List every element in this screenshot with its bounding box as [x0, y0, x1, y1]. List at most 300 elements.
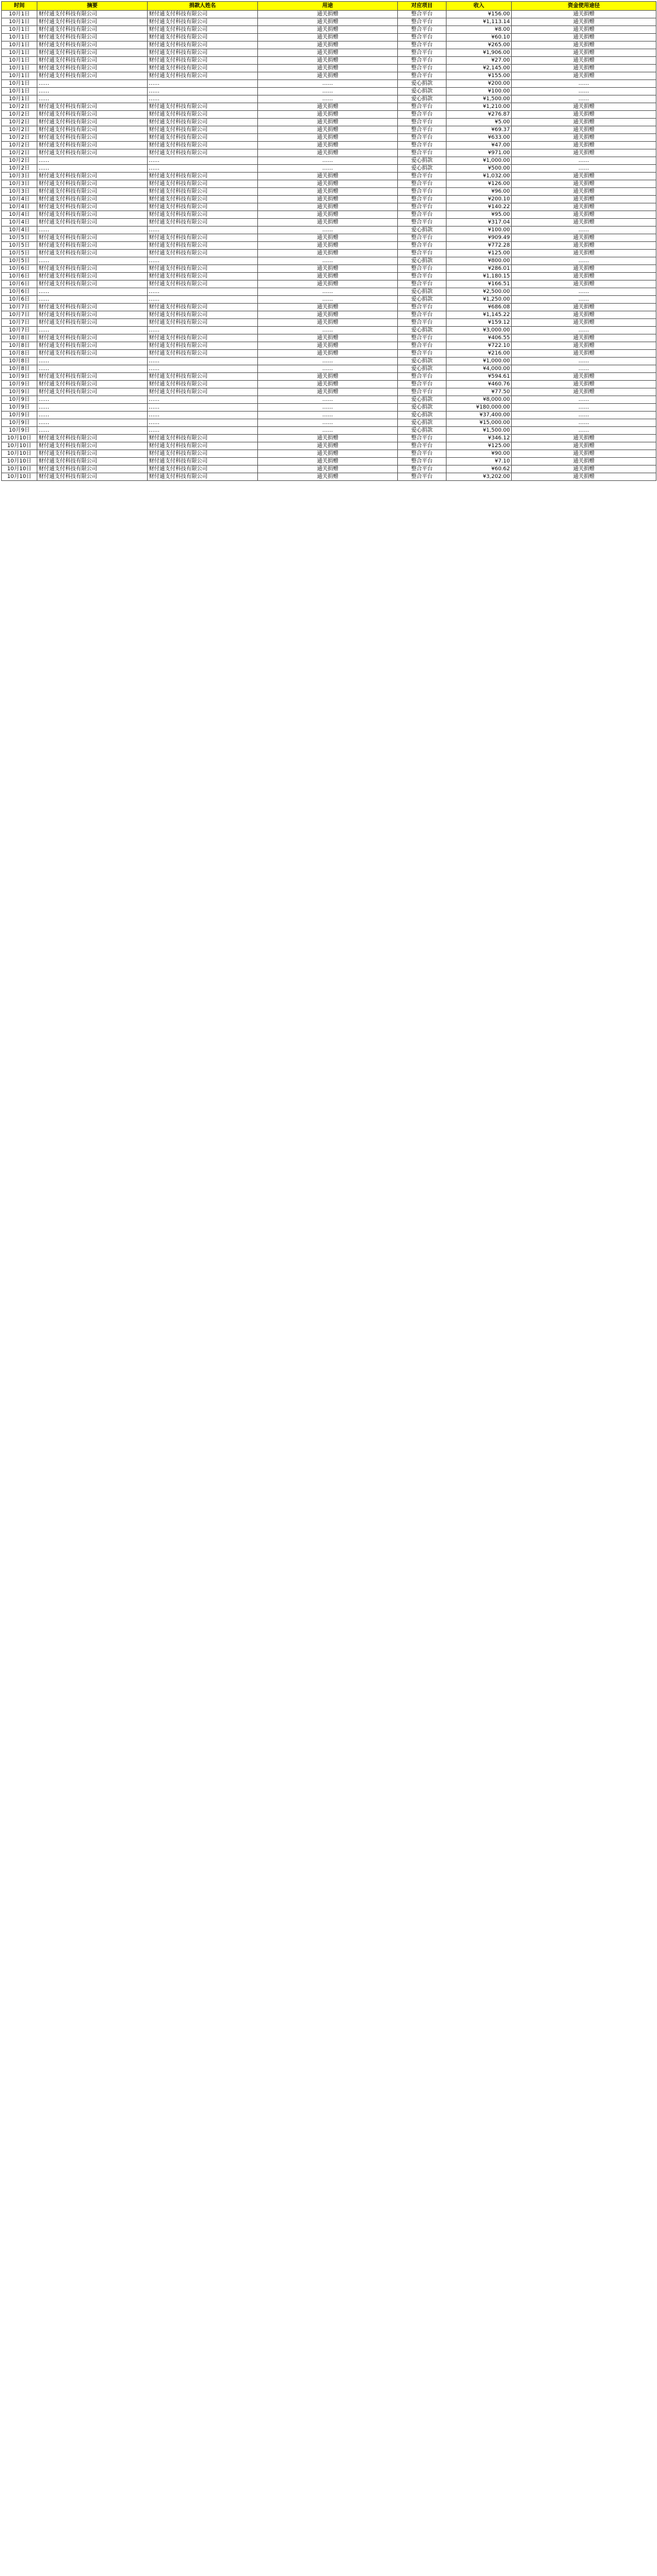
income-cell: ¥60.10 — [446, 34, 512, 42]
summary-cell: 财付通支付科技有限公司 — [37, 373, 148, 381]
project-cell: 整合平台 — [398, 203, 446, 211]
col-header-income: 收入 — [446, 2, 512, 11]
date-cell: 10月2日 — [2, 111, 37, 119]
fund-use-cell: …… — [512, 288, 656, 296]
summary-cell: 财付通支付科技有限公司 — [37, 180, 148, 188]
date-cell: 10月10日 — [2, 466, 37, 473]
project-cell: 整合平台 — [398, 473, 446, 481]
donor-cell: 财付通支付科技有限公司 — [148, 149, 258, 157]
table-row — [2, 126, 656, 134]
fund-use-cell: 通关捐赠 — [512, 442, 656, 450]
income-cell: ¥69.37 — [446, 126, 512, 134]
table-row — [2, 365, 656, 373]
date-cell: 10月9日 — [2, 381, 37, 388]
income-cell: ¥27.00 — [446, 57, 512, 65]
purpose-cell: …… — [258, 296, 398, 304]
table-row — [2, 358, 656, 365]
date-cell: 10月9日 — [2, 419, 37, 427]
fund-use-cell: …… — [512, 88, 656, 95]
table-row — [2, 72, 656, 80]
income-cell: ¥8,000.00 — [446, 396, 512, 404]
project-cell: 爱心捐款 — [398, 327, 446, 334]
table-row — [2, 211, 656, 219]
purpose-cell: …… — [258, 396, 398, 404]
fund-use-cell: …… — [512, 296, 656, 304]
donor-cell: 财付通支付科技有限公司 — [148, 473, 258, 481]
purpose-cell: …… — [258, 427, 398, 435]
purpose-cell: 通关捐赠 — [258, 203, 398, 211]
purpose-cell: 通关捐赠 — [258, 119, 398, 126]
project-cell: 爱心捐款 — [398, 88, 446, 95]
date-cell: 10月1日 — [2, 26, 37, 34]
purpose-cell: …… — [258, 365, 398, 373]
summary-cell: 财付通支付科技有限公司 — [37, 442, 148, 450]
income-cell: ¥95.00 — [446, 211, 512, 219]
date-cell: 10月9日 — [2, 388, 37, 396]
summary-cell: 财付通支付科技有限公司 — [37, 265, 148, 273]
income-cell: ¥286.01 — [446, 265, 512, 273]
project-cell: 整合平台 — [398, 211, 446, 219]
date-cell: 10月9日 — [2, 404, 37, 412]
summary-cell: …… — [37, 165, 148, 173]
income-cell: ¥37,400.00 — [446, 412, 512, 419]
income-cell: ¥3,000.00 — [446, 327, 512, 334]
purpose-cell: 通关捐赠 — [258, 319, 398, 327]
purpose-cell: 通关捐赠 — [258, 280, 398, 288]
project-cell: 整合平台 — [398, 381, 446, 388]
income-cell: ¥317.04 — [446, 219, 512, 227]
project-cell: 整合平台 — [398, 442, 446, 450]
project-cell: 整合平台 — [398, 142, 446, 149]
income-cell: ¥1,250.00 — [446, 296, 512, 304]
project-cell: 爱心捐款 — [398, 427, 446, 435]
summary-cell: …… — [37, 419, 148, 427]
summary-cell: 财付通支付科技有限公司 — [37, 72, 148, 80]
donor-cell: …… — [148, 296, 258, 304]
donor-cell: …… — [148, 95, 258, 103]
income-cell: ¥15,000.00 — [446, 419, 512, 427]
date-cell: 10月10日 — [2, 442, 37, 450]
table-row — [2, 311, 656, 319]
purpose-cell: …… — [258, 419, 398, 427]
date-cell: 10月3日 — [2, 173, 37, 180]
donor-cell: …… — [148, 412, 258, 419]
summary-cell: 财付通支付科技有限公司 — [37, 234, 148, 242]
purpose-cell: 通关捐赠 — [258, 49, 398, 57]
project-cell: 整合平台 — [398, 450, 446, 458]
table-row — [2, 42, 656, 49]
fund-use-cell: 通关捐赠 — [512, 234, 656, 242]
donor-cell: 财付通支付科技有限公司 — [148, 188, 258, 196]
table-row — [2, 288, 656, 296]
income-cell: ¥722.10 — [446, 342, 512, 350]
income-cell: ¥200.00 — [446, 80, 512, 88]
fund-use-cell: …… — [512, 327, 656, 334]
donor-cell: …… — [148, 157, 258, 165]
fund-use-cell: 通关捐赠 — [512, 311, 656, 319]
fund-use-cell: 通关捐赠 — [512, 473, 656, 481]
donor-cell: 财付通支付科技有限公司 — [148, 466, 258, 473]
date-cell: 10月4日 — [2, 227, 37, 234]
donor-cell: 财付通支付科技有限公司 — [148, 280, 258, 288]
project-cell: 整合平台 — [398, 119, 446, 126]
fund-use-cell: 通关捐赠 — [512, 11, 656, 18]
income-cell: ¥2,145.00 — [446, 65, 512, 72]
donor-cell: 财付通支付科技有限公司 — [148, 265, 258, 273]
fund-use-cell: 通关捐赠 — [512, 180, 656, 188]
fund-use-cell: 通关捐赠 — [512, 373, 656, 381]
income-cell: ¥1,906.00 — [446, 49, 512, 57]
purpose-cell: …… — [258, 165, 398, 173]
donor-cell: 财付通支付科技有限公司 — [148, 196, 258, 203]
summary-cell: 财付通支付科技有限公司 — [37, 280, 148, 288]
fund-use-cell: …… — [512, 358, 656, 365]
income-cell: ¥1,032.00 — [446, 173, 512, 180]
fund-use-cell: 通关捐赠 — [512, 134, 656, 142]
donor-cell: 财付通支付科技有限公司 — [148, 342, 258, 350]
table-row — [2, 80, 656, 88]
purpose-cell: 通关捐赠 — [258, 126, 398, 134]
table-row — [2, 327, 656, 334]
income-cell: ¥100.00 — [446, 227, 512, 234]
purpose-cell: 通关捐赠 — [258, 334, 398, 342]
project-cell: 整合平台 — [398, 57, 446, 65]
project-cell: 整合平台 — [398, 173, 446, 180]
project-cell: 整合平台 — [398, 311, 446, 319]
project-cell: 整合平台 — [398, 180, 446, 188]
summary-cell: 财付通支付科技有限公司 — [37, 49, 148, 57]
income-cell: ¥1,500.00 — [446, 95, 512, 103]
purpose-cell: …… — [258, 358, 398, 365]
table-row — [2, 280, 656, 288]
donor-cell: 财付通支付科技有限公司 — [148, 173, 258, 180]
table-row — [2, 65, 656, 72]
donor-cell: 财付通支付科技有限公司 — [148, 242, 258, 250]
table-row — [2, 334, 656, 342]
income-cell: ¥140.22 — [446, 203, 512, 211]
summary-cell: …… — [37, 80, 148, 88]
fund-use-cell: 通关捐赠 — [512, 18, 656, 26]
table-row — [2, 34, 656, 42]
table-row — [2, 273, 656, 280]
income-cell: ¥7.10 — [446, 458, 512, 466]
purpose-cell: 通关捐赠 — [258, 149, 398, 157]
summary-cell: …… — [37, 427, 148, 435]
fund-use-cell: …… — [512, 427, 656, 435]
purpose-cell: 通关捐赠 — [258, 34, 398, 42]
project-cell: 整合平台 — [398, 373, 446, 381]
date-cell: 10月1日 — [2, 88, 37, 95]
purpose-cell: 通关捐赠 — [258, 42, 398, 49]
project-cell: 爱心捐款 — [398, 288, 446, 296]
summary-cell: …… — [37, 358, 148, 365]
donor-cell: 财付通支付科技有限公司 — [148, 65, 258, 72]
project-cell: 整合平台 — [398, 49, 446, 57]
table-row — [2, 149, 656, 157]
donor-cell: 财付通支付科技有限公司 — [148, 72, 258, 80]
summary-cell: …… — [37, 327, 148, 334]
fund-use-cell: …… — [512, 412, 656, 419]
donor-cell: …… — [148, 365, 258, 373]
donor-cell: 财付通支付科技有限公司 — [148, 458, 258, 466]
table-row — [2, 404, 656, 412]
donor-cell: …… — [148, 165, 258, 173]
date-cell: 10月10日 — [2, 450, 37, 458]
project-cell: 整合平台 — [398, 388, 446, 396]
date-cell: 10月2日 — [2, 126, 37, 134]
purpose-cell: 通关捐赠 — [258, 219, 398, 227]
summary-cell: 财付通支付科技有限公司 — [37, 350, 148, 358]
purpose-cell: 通关捐赠 — [258, 211, 398, 219]
income-cell: ¥4,000.00 — [446, 365, 512, 373]
fund-use-cell: 通关捐赠 — [512, 103, 656, 111]
table-row — [2, 173, 656, 180]
summary-cell: …… — [37, 95, 148, 103]
income-cell: ¥47.00 — [446, 142, 512, 149]
donor-cell: …… — [148, 88, 258, 95]
project-cell: 爱心捐款 — [398, 257, 446, 265]
income-cell: ¥125.00 — [446, 442, 512, 450]
summary-cell: 财付通支付科技有限公司 — [37, 119, 148, 126]
date-cell: 10月9日 — [2, 427, 37, 435]
summary-cell: …… — [37, 365, 148, 373]
income-cell: ¥3,202.00 — [446, 473, 512, 481]
purpose-cell: …… — [258, 288, 398, 296]
purpose-cell: 通关捐赠 — [258, 473, 398, 481]
date-cell: 10月6日 — [2, 296, 37, 304]
donor-cell: 财付通支付科技有限公司 — [148, 57, 258, 65]
project-cell: 爱心捐款 — [398, 157, 446, 165]
income-cell: ¥216.00 — [446, 350, 512, 358]
table-row — [2, 350, 656, 358]
project-cell: 整合平台 — [398, 42, 446, 49]
table-row — [2, 103, 656, 111]
fund-use-cell: …… — [512, 365, 656, 373]
purpose-cell: …… — [258, 404, 398, 412]
table-row — [2, 111, 656, 119]
donor-cell: 财付通支付科技有限公司 — [148, 34, 258, 42]
table-row — [2, 257, 656, 265]
income-cell: ¥126.00 — [446, 180, 512, 188]
donor-cell: …… — [148, 358, 258, 365]
summary-cell: 财付通支付科技有限公司 — [37, 342, 148, 350]
summary-cell: 财付通支付科技有限公司 — [37, 473, 148, 481]
col-header-date: 时间 — [2, 2, 37, 11]
summary-cell: 财付通支付科技有限公司 — [37, 334, 148, 342]
date-cell: 10月1日 — [2, 72, 37, 80]
summary-cell: 财付通支付科技有限公司 — [37, 466, 148, 473]
table-row — [2, 227, 656, 234]
donor-cell: 财付通支付科技有限公司 — [148, 119, 258, 126]
table-row — [2, 381, 656, 388]
income-cell: ¥60.62 — [446, 466, 512, 473]
date-cell: 10月9日 — [2, 373, 37, 381]
purpose-cell: 通关捐赠 — [258, 311, 398, 319]
table-row — [2, 304, 656, 311]
date-cell: 10月8日 — [2, 365, 37, 373]
project-cell: 爱心捐款 — [398, 296, 446, 304]
summary-cell: 财付通支付科技有限公司 — [37, 34, 148, 42]
project-cell: 爱心捐款 — [398, 80, 446, 88]
donor-cell: 财付通支付科技有限公司 — [148, 334, 258, 342]
date-cell: 10月5日 — [2, 257, 37, 265]
project-cell: 整合平台 — [398, 18, 446, 26]
donor-cell: …… — [148, 419, 258, 427]
summary-cell: …… — [37, 288, 148, 296]
donor-cell: 财付通支付科技有限公司 — [148, 42, 258, 49]
donor-cell: 财付通支付科技有限公司 — [148, 26, 258, 34]
col-header-donor: 捐款人姓名 — [148, 2, 258, 11]
date-cell: 10月3日 — [2, 188, 37, 196]
project-cell: 整合平台 — [398, 65, 446, 72]
date-cell: 10月2日 — [2, 149, 37, 157]
project-cell: 爱心捐款 — [398, 95, 446, 103]
fund-use-cell: 通关捐赠 — [512, 450, 656, 458]
purpose-cell: …… — [258, 227, 398, 234]
project-cell: 整合平台 — [398, 273, 446, 280]
summary-cell: 财付通支付科技有限公司 — [37, 211, 148, 219]
income-cell: ¥594.61 — [446, 373, 512, 381]
project-cell: 爱心捐款 — [398, 358, 446, 365]
project-cell: 整合平台 — [398, 11, 446, 18]
income-cell: ¥265.00 — [446, 42, 512, 49]
project-cell: 整合平台 — [398, 103, 446, 111]
fund-use-cell: 通关捐赠 — [512, 188, 656, 196]
fund-use-cell: 通关捐赠 — [512, 49, 656, 57]
purpose-cell: 通关捐赠 — [258, 350, 398, 358]
donor-cell: 财付通支付科技有限公司 — [148, 234, 258, 242]
date-cell: 10月7日 — [2, 319, 37, 327]
table-row — [2, 142, 656, 149]
project-cell: 整合平台 — [398, 188, 446, 196]
donor-cell: 财付通支付科技有限公司 — [148, 126, 258, 134]
purpose-cell: …… — [258, 157, 398, 165]
date-cell: 10月4日 — [2, 219, 37, 227]
project-cell: 整合平台 — [398, 149, 446, 157]
project-cell: 整合平台 — [398, 34, 446, 42]
income-cell: ¥156.00 — [446, 11, 512, 18]
project-cell: 爱心捐款 — [398, 396, 446, 404]
fund-use-cell: …… — [512, 404, 656, 412]
table-row — [2, 203, 656, 211]
fund-use-cell: 通关捐赠 — [512, 250, 656, 257]
table-row — [2, 119, 656, 126]
donor-cell: 财付通支付科技有限公司 — [148, 373, 258, 381]
project-cell: 整合平台 — [398, 319, 446, 327]
fund-use-cell: …… — [512, 165, 656, 173]
project-cell: 爱心捐款 — [398, 419, 446, 427]
fund-use-cell: 通关捐赠 — [512, 57, 656, 65]
income-cell: ¥406.55 — [446, 334, 512, 342]
project-cell: 整合平台 — [398, 250, 446, 257]
income-cell: ¥125.00 — [446, 250, 512, 257]
donation-ledger — [1, 1, 656, 481]
purpose-cell: 通关捐赠 — [258, 265, 398, 273]
purpose-cell: …… — [258, 95, 398, 103]
income-cell: ¥500.00 — [446, 165, 512, 173]
date-cell: 10月10日 — [2, 473, 37, 481]
donor-cell: 财付通支付科技有限公司 — [148, 49, 258, 57]
table-row — [2, 342, 656, 350]
fund-use-cell: 通关捐赠 — [512, 381, 656, 388]
income-cell: ¥1,113.14 — [446, 18, 512, 26]
summary-cell: 财付通支付科技有限公司 — [37, 196, 148, 203]
summary-cell: 财付通支付科技有限公司 — [37, 304, 148, 311]
purpose-cell: 通关捐赠 — [258, 381, 398, 388]
project-cell: 整合平台 — [398, 26, 446, 34]
income-cell: ¥276.87 — [446, 111, 512, 119]
table-row — [2, 180, 656, 188]
purpose-cell: 通关捐赠 — [258, 342, 398, 350]
purpose-cell: …… — [258, 327, 398, 334]
donor-cell: 财付通支付科技有限公司 — [148, 111, 258, 119]
purpose-cell: …… — [258, 88, 398, 95]
donor-cell: 财付通支付科技有限公司 — [148, 450, 258, 458]
summary-cell: …… — [37, 296, 148, 304]
summary-cell: 财付通支付科技有限公司 — [37, 11, 148, 18]
income-cell: ¥96.00 — [446, 188, 512, 196]
income-cell: ¥100.00 — [446, 88, 512, 95]
income-cell: ¥909.49 — [446, 234, 512, 242]
table-row — [2, 458, 656, 466]
summary-cell: 财付通支付科技有限公司 — [37, 57, 148, 65]
purpose-cell: 通关捐赠 — [258, 26, 398, 34]
donor-cell: 财付通支付科技有限公司 — [148, 250, 258, 257]
summary-cell: …… — [37, 157, 148, 165]
income-cell: ¥159.12 — [446, 319, 512, 327]
purpose-cell: 通关捐赠 — [258, 142, 398, 149]
donor-cell: 财付通支付科技有限公司 — [148, 180, 258, 188]
project-cell: 整合平台 — [398, 219, 446, 227]
donor-cell: 财付通支付科技有限公司 — [148, 211, 258, 219]
summary-cell: 财付通支付科技有限公司 — [37, 134, 148, 142]
date-cell: 10月4日 — [2, 196, 37, 203]
table-row — [2, 388, 656, 396]
date-cell: 10月2日 — [2, 157, 37, 165]
date-cell: 10月1日 — [2, 49, 37, 57]
fund-use-cell: 通关捐赠 — [512, 350, 656, 358]
fund-use-cell: 通关捐赠 — [512, 242, 656, 250]
donor-cell: …… — [148, 427, 258, 435]
date-cell: 10月10日 — [2, 458, 37, 466]
date-cell: 10月1日 — [2, 65, 37, 72]
date-cell: 10月1日 — [2, 80, 37, 88]
table-row — [2, 250, 656, 257]
date-cell: 10月2日 — [2, 134, 37, 142]
date-cell: 10月8日 — [2, 350, 37, 358]
fund-use-cell: 通关捐赠 — [512, 466, 656, 473]
date-cell: 10月6日 — [2, 288, 37, 296]
date-cell: 10月10日 — [2, 435, 37, 442]
fund-use-cell: 通关捐赠 — [512, 173, 656, 180]
table-row — [2, 265, 656, 273]
summary-cell: …… — [37, 396, 148, 404]
purpose-cell: 通关捐赠 — [258, 65, 398, 72]
summary-cell: 财付通支付科技有限公司 — [37, 203, 148, 211]
summary-cell: …… — [37, 227, 148, 234]
income-cell: ¥155.00 — [446, 72, 512, 80]
income-cell: ¥1,500.00 — [446, 427, 512, 435]
income-cell: ¥2,500.00 — [446, 288, 512, 296]
donor-cell: 财付通支付科技有限公司 — [148, 381, 258, 388]
purpose-cell: 通关捐赠 — [258, 250, 398, 257]
date-cell: 10月6日 — [2, 273, 37, 280]
donor-cell: …… — [148, 80, 258, 88]
table-row — [2, 450, 656, 458]
table-row — [2, 319, 656, 327]
income-cell: ¥90.00 — [446, 450, 512, 458]
purpose-cell: …… — [258, 412, 398, 419]
